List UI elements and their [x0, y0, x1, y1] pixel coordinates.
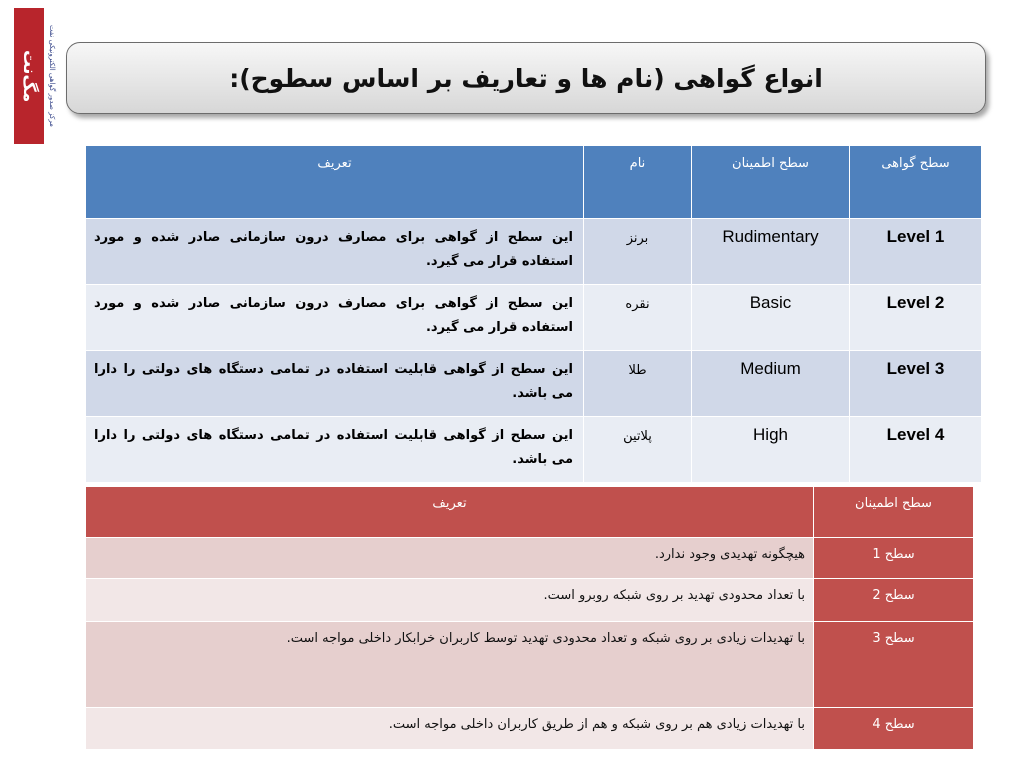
header-certificate-level: سطح گواهی	[850, 146, 982, 219]
cell-level: سطح 1	[814, 538, 974, 579]
cell-name: طلا	[584, 351, 692, 417]
table-header-row	[86, 487, 974, 538]
cell-level: سطح 2	[814, 579, 974, 622]
header-trust-level: سطح اطمینان	[692, 146, 850, 219]
cell-definition: با تعداد محدودی تهدید بر روی شبکه روبرو است.	[86, 579, 814, 622]
logo	[14, 8, 60, 144]
cell-trust: High	[692, 417, 850, 483]
cell-definition: این سطح از گواهی برای مصارف درون سازمانی صادر شده و مورد استفاده قرار می گیرد.	[86, 285, 584, 351]
table-row	[86, 417, 982, 483]
logo-brand	[14, 8, 44, 144]
title-box	[66, 42, 986, 114]
cell-definition: این سطح از گواهی قابلیت استفاده در تمامی دستگاه های دولتی را دارا می باشد.	[86, 351, 584, 417]
logo-subtitle	[44, 8, 60, 144]
table-header-row	[86, 146, 982, 219]
cell-definition: با تهدیدات زیادی بر روی شبکه و تعداد محدودی تهدید توسط کاربران خرابکار داخلی مواجه است.	[86, 622, 814, 708]
table-row	[86, 219, 982, 285]
header-definition: تعریف	[86, 146, 584, 219]
cell-definition: با تهدیدات زیادی هم بر روی شبکه و هم از طریق کاربران داخلی مواجه است.	[86, 708, 814, 750]
cell-level: سطح 3	[814, 622, 974, 708]
certificate-levels-table	[85, 145, 982, 483]
page-title: انواع گواهی (نام ها و تعاریف بر اساس سطوح):	[229, 63, 823, 93]
cell-name: پلاتین	[584, 417, 692, 483]
cell-trust: Basic	[692, 285, 850, 351]
cell-level: Level 1	[850, 219, 982, 285]
table-row	[86, 579, 974, 622]
cell-name: نقره	[584, 285, 692, 351]
cell-level: Level 2	[850, 285, 982, 351]
logo-brand-text: مگ‌نت	[19, 49, 39, 103]
table-row	[86, 708, 974, 750]
cell-level: Level 4	[850, 417, 982, 483]
table-row	[86, 622, 974, 708]
cell-definition: این سطح از گواهی برای مصارف درون سازمانی صادر شده و مورد استفاده قرار می گیرد.	[86, 219, 584, 285]
cell-level: Level 3	[850, 351, 982, 417]
logo-mark	[14, 8, 44, 144]
header-trust-level: سطح اطمینان	[814, 487, 974, 538]
header-name: نام	[584, 146, 692, 219]
cell-trust: Rudimentary	[692, 219, 850, 285]
trust-levels-table	[85, 486, 974, 750]
table-row	[86, 351, 982, 417]
cell-name: برنز	[584, 219, 692, 285]
cell-trust: Medium	[692, 351, 850, 417]
cell-definition: این سطح از گواهی قابلیت استفاده در تمامی دستگاه های دولتی را دارا می باشد.	[86, 417, 584, 483]
cell-definition: هیچگونه تهدیدی وجود ندارد.	[86, 538, 814, 579]
table-row	[86, 538, 974, 579]
cell-level: سطح 4	[814, 708, 974, 750]
table-row	[86, 285, 982, 351]
logo-subtitle-text: مرکز صدور گواهی الکترونیکی نفت	[48, 25, 56, 127]
header-definition: تعریف	[86, 487, 814, 538]
